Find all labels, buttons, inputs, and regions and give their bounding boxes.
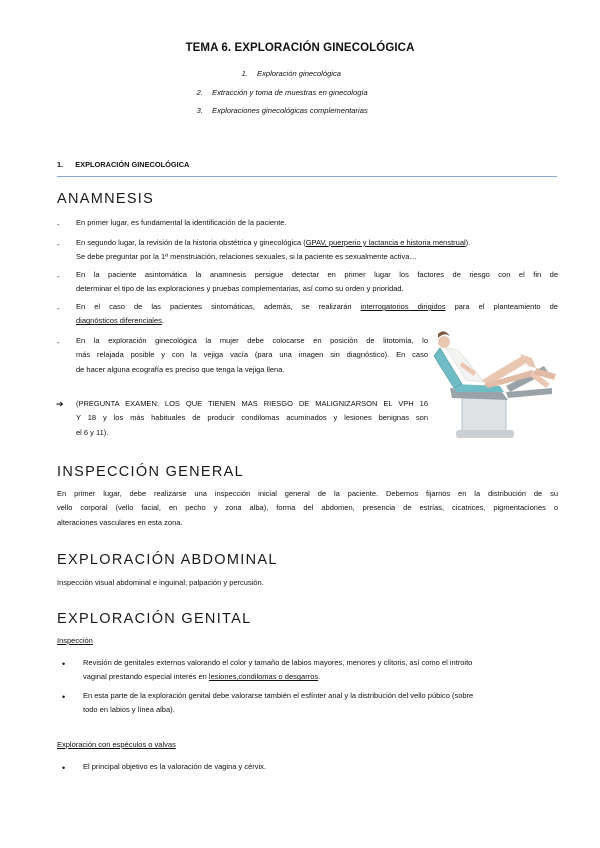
- genital-item-2: [83, 689, 558, 718]
- section-number: 1.: [57, 160, 64, 169]
- text: En primer lugar, es fundamental la identificación de la paciente.: [76, 218, 287, 227]
- text: .: [318, 672, 321, 682]
- line: Y 18 y los más habituales de producir condilomas acuminados y lesiones benignas son: [76, 413, 428, 423]
- line: El principal objetivo es la valoración de vagina y cérvix.: [83, 762, 267, 771]
- abdominal-heading: EXPLORACIÓN ABDOMINAL: [57, 552, 278, 568]
- line: de hacer alguna ecografía es preciso que tenga la vejiga llena.: [76, 364, 285, 374]
- line: Revisión de genitales externos valorando el color y tamaño de labios mayores, menores y clítoris, así como el introito: [83, 658, 473, 667]
- line: [76, 236, 558, 250]
- page-title: TEMA 6. EXPLORACIÓN GINECOLÓGICA: [185, 42, 415, 54]
- patient-head: [438, 336, 450, 348]
- text: para el planteamiento de: [445, 302, 558, 311]
- bullet-dot: •: [62, 692, 66, 702]
- arrow-icon: ➔: [56, 399, 64, 409]
- toc-num: 1.: [241, 69, 248, 78]
- line: En primer lugar, debe realizarse una inspección inicial general de la paciente. Debemos fijarnos en la distribución de su: [57, 489, 558, 498]
- inspeccion-subheading: Inspección: [57, 636, 93, 645]
- toc-num: 3.: [196, 106, 203, 115]
- toc-label: Extracción y toma de muestras en ginecología: [212, 88, 368, 97]
- underlined-text: lesiones,condilomas o desgarros: [208, 672, 319, 682]
- line: [83, 670, 558, 684]
- toc-label: Exploraciones ginecológicas complementarias: [212, 106, 368, 115]
- anamnesis-heading: ANAMNESIS: [57, 191, 155, 207]
- dash-bullet: -: [57, 338, 60, 347]
- anamnesis-item-1: [76, 216, 558, 230]
- line: determinar el tipo de las exploraciones y pruebas complementarias, así como su orden y prioridad.: [76, 284, 404, 294]
- section-divider: [57, 176, 557, 177]
- genital-item-1: [83, 656, 558, 685]
- line: En la exploración ginecológica la mujer debe colocarse en posición de litotomía, lo: [76, 336, 428, 345]
- underlined-text: interrogatorios dirigidos: [360, 302, 446, 311]
- bullet-dot: •: [62, 659, 66, 669]
- line: En esta parte de la exploración genital debe valorarse también el esfínter anal y la distribución del vello púbico (sobre: [83, 691, 474, 700]
- inspeccion-heading: INSPECCIÓN GENERAL: [57, 464, 244, 480]
- line: vello corporal (vello facial, en pecho y zona alba), forma del abdomen, presencia de estrías, cicatrices, pigmentaciones o: [57, 503, 558, 513]
- gynecological-chair-illustration: [432, 326, 560, 444]
- especulos-subheading: Exploración con espéculos o valvas: [57, 740, 176, 749]
- anamnesis-item-2: [76, 236, 558, 265]
- line: (PREGUNTA EXAMEN: LOS QUE TIENEN MAS RIESGO DE MALIGNIZARSON EL VPH 16: [76, 399, 428, 408]
- line: el 6 y 11).: [76, 427, 109, 437]
- toc-label: Exploración ginecológica: [257, 69, 342, 78]
- dash-bullet: -: [57, 272, 60, 281]
- bullet-dot: •: [62, 763, 66, 773]
- dash-bullet: -: [57, 240, 60, 249]
- line: Se debe preguntar por la 1ª menstruación, relaciones sexuales, si la paciente es sexualmente activa…: [76, 252, 417, 262]
- dash-bullet: -: [57, 304, 60, 313]
- toc-num: 2.: [196, 88, 203, 97]
- text: En el caso de las pacientes sintomáticas, además, se realizarán: [76, 302, 361, 311]
- line: todo en labios y línea alba).: [83, 705, 175, 715]
- text: ).: [465, 238, 471, 247]
- anamnesis-item-4: [76, 300, 558, 329]
- chair-foot: [456, 430, 514, 438]
- line: más relajada posible y con la vejiga vacía (para una imagen sin diagnóstico). En caso: [76, 350, 428, 360]
- especulos-item-1: [83, 760, 558, 774]
- abdominal-paragraph: [57, 576, 558, 590]
- text: En segundo lugar, la revisión de la historia obstétrica y ginecológica (: [76, 238, 306, 247]
- section-label: EXPLORACIÓN GINECOLÓGICA: [75, 160, 190, 169]
- line: Inspección visual abdominal e inguinal; palpación y percusión.: [57, 578, 264, 587]
- genital-heading: EXPLORACIÓN GENITAL: [57, 611, 252, 627]
- underlined-text: diagnósticos diferenciales: [76, 316, 162, 326]
- anamnesis-item-5: [76, 334, 428, 377]
- line: alteraciones vasculares en esta zona.: [57, 517, 183, 527]
- inspeccion-paragraph: [57, 487, 558, 530]
- line: [76, 300, 558, 314]
- section-heading: [57, 160, 189, 169]
- underlined-text: GPAV, puerperio y lactancia e historia menstrual: [305, 238, 466, 247]
- text: .: [161, 316, 164, 326]
- line: En la paciente asintomática la anamnesis persigue detectar en primer lugar los factores de riesgo con el fin de: [76, 270, 558, 279]
- text: vaginal prestando especial interés en: [83, 672, 209, 682]
- anamnesis-item-3: [76, 268, 558, 297]
- exam-note: [76, 397, 428, 440]
- dash-bullet: -: [57, 220, 60, 229]
